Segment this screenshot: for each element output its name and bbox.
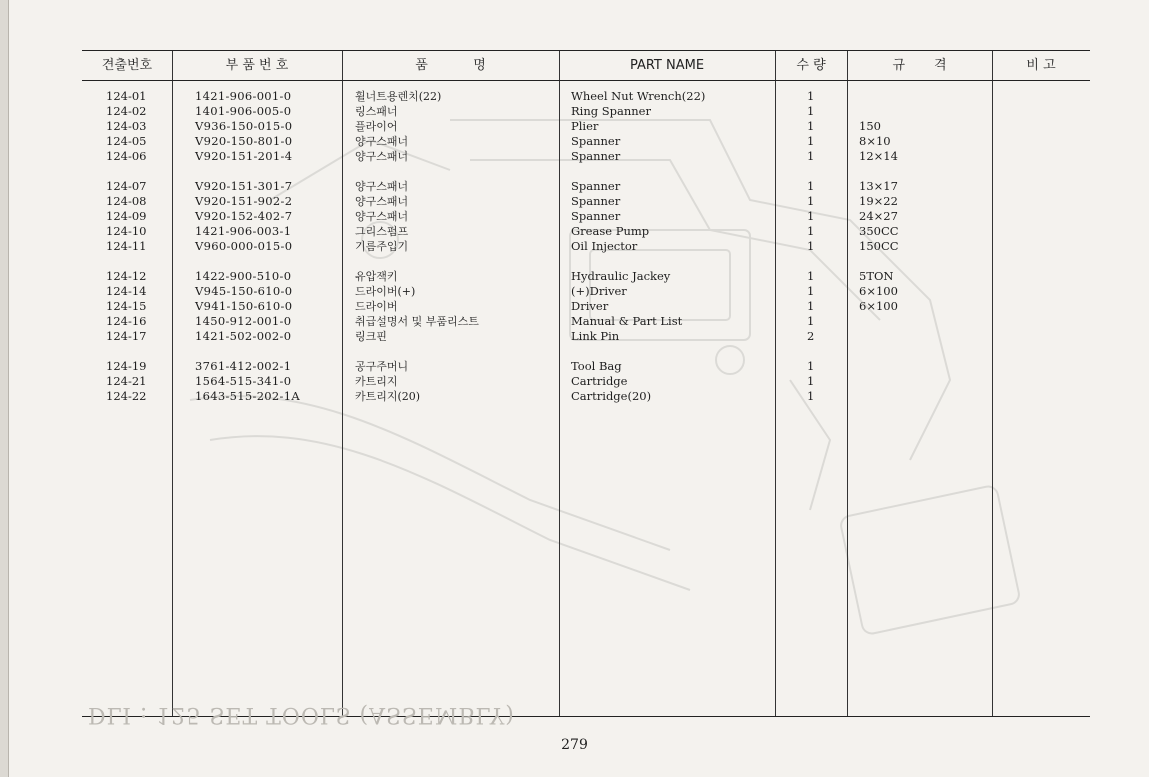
specification: 6×100 [859,284,898,298]
specification: 5TON [859,269,894,283]
page-edge-line [8,0,9,777]
english-name: Spanner [571,149,621,163]
specification: 19×22 [859,194,898,208]
english-name: Grease Pump [571,224,650,238]
table-row [82,89,1090,104]
korean-name: 기름주입기 [355,240,409,253]
part-number: 1450-912-001-0 [195,314,292,328]
item-number: 124-21 [106,374,147,388]
table-row [82,209,1090,224]
english-name: Plier [571,119,599,133]
quantity: 1 [807,224,815,238]
quantity: 1 [807,119,815,133]
table-row [82,194,1090,209]
english-name: Driver [571,299,609,313]
table-row [82,284,1090,299]
korean-name: 카트리지 [355,375,398,388]
quantity: 1 [807,149,815,163]
part-number: V941-150-610-0 [195,299,293,313]
english-name: Spanner [571,209,621,223]
specification: 12×14 [859,149,898,163]
page-edge [0,0,8,777]
table-row [82,224,1090,239]
quantity: 1 [807,209,815,223]
part-number: V920-151-301-7 [195,179,293,193]
english-name: Cartridge [571,374,628,388]
english-name: Wheel Nut Wrench(22) [571,89,706,103]
korean-name: 드라이버(+) [355,285,416,298]
table-row [82,374,1090,389]
english-name: Spanner [571,134,621,148]
quantity: 2 [807,329,815,343]
english-name: Link Pin [571,329,620,343]
quantity: 1 [807,359,815,373]
part-number: 3761-412-002-1 [195,359,292,373]
specification: 8×10 [859,134,891,148]
item-number: 124-07 [106,179,147,193]
item-number: 124-05 [106,134,147,148]
quantity: 1 [807,269,815,283]
part-number: 1421-906-001-0 [195,89,292,103]
korean-name: 휠너트용렌치(22) [355,90,442,103]
header-korean-name: 품 명 [415,58,486,73]
quantity: 1 [807,104,815,118]
specification: 150CC [859,239,899,253]
specification: 24×27 [859,209,898,223]
item-number: 124-03 [106,119,147,133]
part-number: 1564-515-341-0 [195,374,292,388]
item-number: 124-02 [106,104,147,118]
item-number: 124-22 [106,389,147,403]
item-number: 124-15 [106,299,147,313]
item-number: 124-10 [106,224,147,238]
part-number: 1422-900-510-0 [195,269,292,283]
english-name: Hydraulic Jackey [571,269,671,283]
specification: 350CC [859,224,899,238]
korean-name: 그리스펌프 [355,225,409,238]
table-row [82,179,1090,194]
quantity: 1 [807,299,815,313]
quantity: 1 [807,284,815,298]
table-row [82,119,1090,134]
part-number: V920-152-402-7 [195,209,293,223]
korean-name: 카트리지(20) [355,390,421,403]
specification: 150 [859,119,881,133]
table-row [82,134,1090,149]
item-number: 124-16 [106,314,147,328]
item-number: 124-17 [106,329,147,343]
english-name: Oil Injector [571,239,638,253]
part-number: 1421-906-003-1 [195,224,292,238]
part-number: V920-151-902-2 [195,194,293,208]
table-header [82,51,1090,81]
header-part-name: PART NAME [629,58,705,73]
item-number: 124-08 [106,194,147,208]
bleed-through-footer: DLI : 125 SET TOOLS (ASSEMBLY) [88,702,515,727]
part-number: V920-150-801-0 [195,134,293,148]
specification: 13×17 [859,179,898,193]
korean-name: 플라이어 [355,120,398,133]
specification: 6×100 [859,299,898,313]
korean-name: 양구스패너 [355,210,409,223]
table-row [82,149,1090,164]
table-row [82,329,1090,344]
english-name: Ring Spanner [571,104,651,118]
part-number: 1643-515-202-1A [195,389,300,403]
table-row [82,359,1090,374]
quantity: 1 [807,389,815,403]
header-spec: 규 격 [892,58,947,73]
table-row [82,389,1090,404]
table-row [82,269,1090,284]
header-qty: 수 량 [796,58,826,73]
korean-name: 드라이버 [355,300,398,313]
part-number: V960-000-015-0 [195,239,293,253]
page-number: 279 [561,737,588,753]
item-number: 124-14 [106,284,147,298]
english-name: (+)Driver [571,284,627,298]
table-row [82,299,1090,314]
part-number: V936-150-015-0 [195,119,293,133]
parts-table [82,50,1090,717]
part-number: V920-151-201-4 [195,149,293,163]
table-row [82,104,1090,119]
korean-name: 양구스패너 [355,180,409,193]
korean-name: 양구스패너 [355,150,409,163]
korean-name: 양구스패너 [355,135,409,148]
korean-name: 공구주머니 [355,360,409,373]
quantity: 1 [807,374,815,388]
english-name: Spanner [571,194,621,208]
part-number: V945-150-610-0 [195,284,293,298]
english-name: Spanner [571,179,621,193]
table-row [82,239,1090,254]
korean-name: 링스패너 [355,105,398,118]
quantity: 1 [807,194,815,208]
quantity: 1 [807,314,815,328]
item-number: 124-09 [106,209,147,223]
korean-name: 링크핀 [355,330,387,343]
header-remarks: 비 고 [1026,58,1056,73]
english-name: Cartridge(20) [571,389,652,403]
item-number: 124-01 [106,89,147,103]
korean-name: 취급설명서 및 부품리스트 [355,315,479,328]
header-no: 견출번호 [101,58,153,73]
korean-name: 유압잭키 [355,270,398,283]
quantity: 1 [807,134,815,148]
header-part-no: 부 품 번 호 [225,58,289,73]
item-number: 124-19 [106,359,147,373]
part-number: 1421-502-002-0 [195,329,292,343]
item-number: 124-11 [106,239,147,253]
quantity: 1 [807,89,815,103]
item-number: 124-06 [106,149,147,163]
item-number: 124-12 [106,269,147,283]
quantity: 1 [807,239,815,253]
english-name: Manual & Part List [571,314,683,328]
quantity: 1 [807,179,815,193]
table-row [82,314,1090,329]
part-number: 1401-906-005-0 [195,104,292,118]
english-name: Tool Bag [571,359,622,373]
korean-name: 양구스패너 [355,195,409,208]
